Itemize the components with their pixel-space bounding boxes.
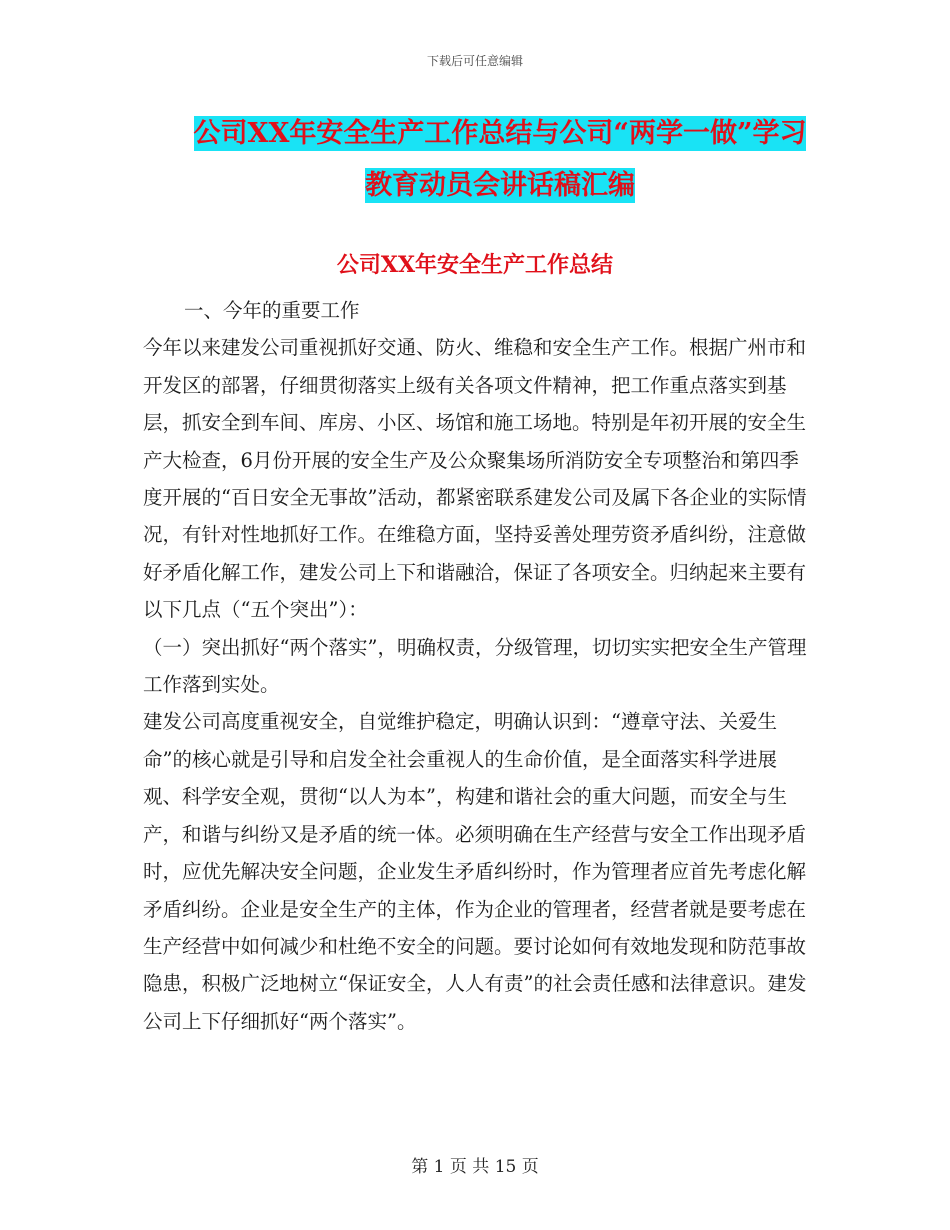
body-text: [143, 292, 811, 1040]
paragraph: 今年以来建发公司重视抓好交通、防火、维稳和安全生产工作。根据广州市和开发区的部署，仔细贯彻落实上级有关各项文件精神，把工作重点落实到基层，抓安全到车间、库房、小区、场馆和施工场地。特别是年初开展的安全生产大检查，6月份开展的安全生产及公众聚集场所消防安全专项整治和第四季度开展的“百日安全无事故”活动，都紧密联系建发公司及属下各企业的实际情况，有针对性地抓好工作。在维稳方面，坚持妥善处理劳资矛盾纠纷，注意做好矛盾化解工作，建发公司上下和谐融洽，保证了各项安全。归纳起来主要有以下几点（“五个突出”）：: [143, 336, 807, 622]
paragraph: （一）突出抓好“两个落实”，明确权责，分级管理，切切实实把安全生产管理工作落到实处。: [143, 635, 807, 697]
page-footer: 第 1 页 共 15 页: [411, 1157, 539, 1177]
document-title: [140, 108, 860, 212]
document-title-line-2: 教育动员会讲话稿汇编: [365, 170, 635, 201]
section-heading: 一、今年的重要工作: [183, 299, 360, 322]
document-title-line-1: 公司XX年安全生产工作总结与公司“两学一做”学习: [193, 118, 807, 149]
header-note: 下载后可任意编辑: [426, 54, 523, 68]
paragraph: 建发公司高度重视安全，自觉维护稳定，明确认识到：“遵章守法、关爱生命”的核心就是引导和启发全社会重视人的生命价值，是全面落实科学进展观、科学安全观，贯彻“以人为本”，构建和谐社会的重大问题，而安全与生产，和谐与纠纷又是矛盾的统一体。必须明确在生产经营与安全工作出现矛盾时，应优先解决安全问题，企业发生矛盾纠纷时，作为管理者应首先考虑化解矛盾纠纷。企业是安全生产的主体，作为企业的管理者，经营者就是要考虑在生产经营中如何减少和杜绝不安全的问题。要讨论如何有效地发现和防范事故隐患，积极广泛地树立“保证安全，人人有责”的社会责任感和法律意识。建发公司上下仔细抓好“两个落实”。: [143, 710, 807, 1033]
section-title: 公司XX年安全生产工作总结: [336, 252, 614, 278]
